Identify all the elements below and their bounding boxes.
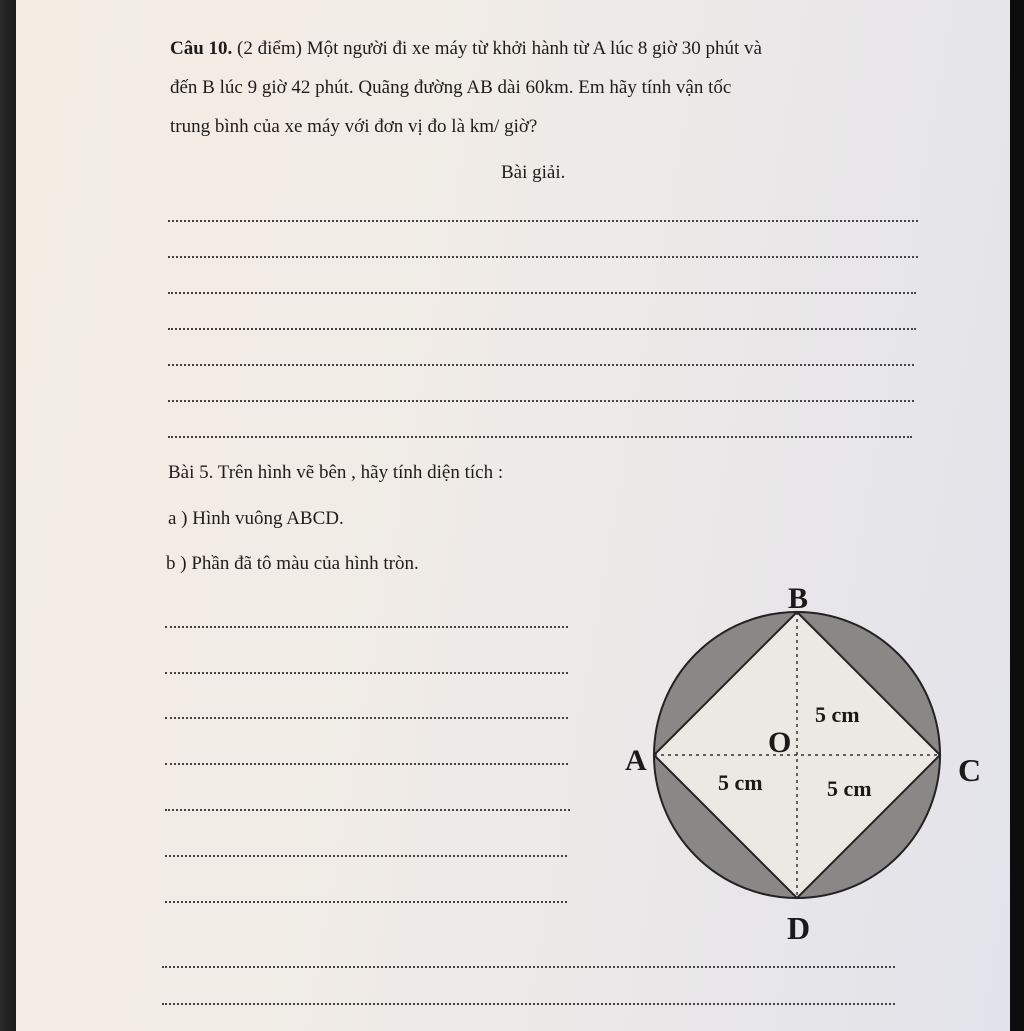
answer-line: [165, 763, 568, 765]
vertex-d-label: D: [787, 910, 811, 946]
answer-line: [168, 328, 916, 330]
vertex-c-label: C: [958, 752, 982, 788]
problem-10-text-1: (2 điểm) Một người đi xe máy từ khởi hành từ A lúc 8 giờ 30 phút và: [237, 38, 762, 59]
answer-line: [168, 292, 916, 294]
answer-line: [165, 809, 570, 811]
answer-line: [168, 220, 918, 222]
answer-line: [168, 256, 918, 258]
page-left-shadow: [0, 0, 16, 1031]
problem-5-title: Bài 5. Trên hình vẽ bên , hãy tính diện tích :: [168, 462, 504, 483]
solution-heading: Bài giải.: [501, 162, 566, 183]
problem-10-label: Câu 10.: [170, 38, 233, 59]
problem-5-part-b: b ) Phần đã tô màu của hình tròn.: [166, 553, 419, 574]
vertex-a-label: A: [625, 744, 647, 777]
answer-line: [162, 1003, 895, 1005]
problem-5-part-a: a ) Hình vuông ABCD.: [168, 508, 344, 529]
measure-ob-label: 5 cm: [815, 702, 860, 727]
answer-line: [168, 364, 914, 366]
vertex-b-label: B: [788, 582, 809, 615]
answer-line: [165, 717, 568, 719]
answer-line: [168, 400, 914, 402]
answer-line: [165, 855, 567, 857]
page-right-shadow: [1010, 0, 1024, 1031]
measure-oc-label: 5 cm: [827, 776, 872, 801]
problem-10-line-3: trung bình của xe máy với đơn vị đo là km/ giờ?: [170, 116, 538, 137]
answer-line: [162, 966, 895, 968]
problem-10-line-1: [170, 38, 762, 60]
measure-oa-label: 5 cm: [718, 770, 763, 795]
circle-square-figure: [620, 580, 1000, 950]
answer-line: [165, 901, 567, 903]
problem-10-line-2: đến B lúc 9 giờ 42 phút. Quãng đường AB dài 60km. Em hãy tính vận tốc: [170, 77, 732, 98]
answer-line: [168, 436, 912, 438]
answer-line: [165, 626, 568, 628]
center-o-label: O: [768, 726, 792, 759]
answer-line: [165, 672, 568, 674]
